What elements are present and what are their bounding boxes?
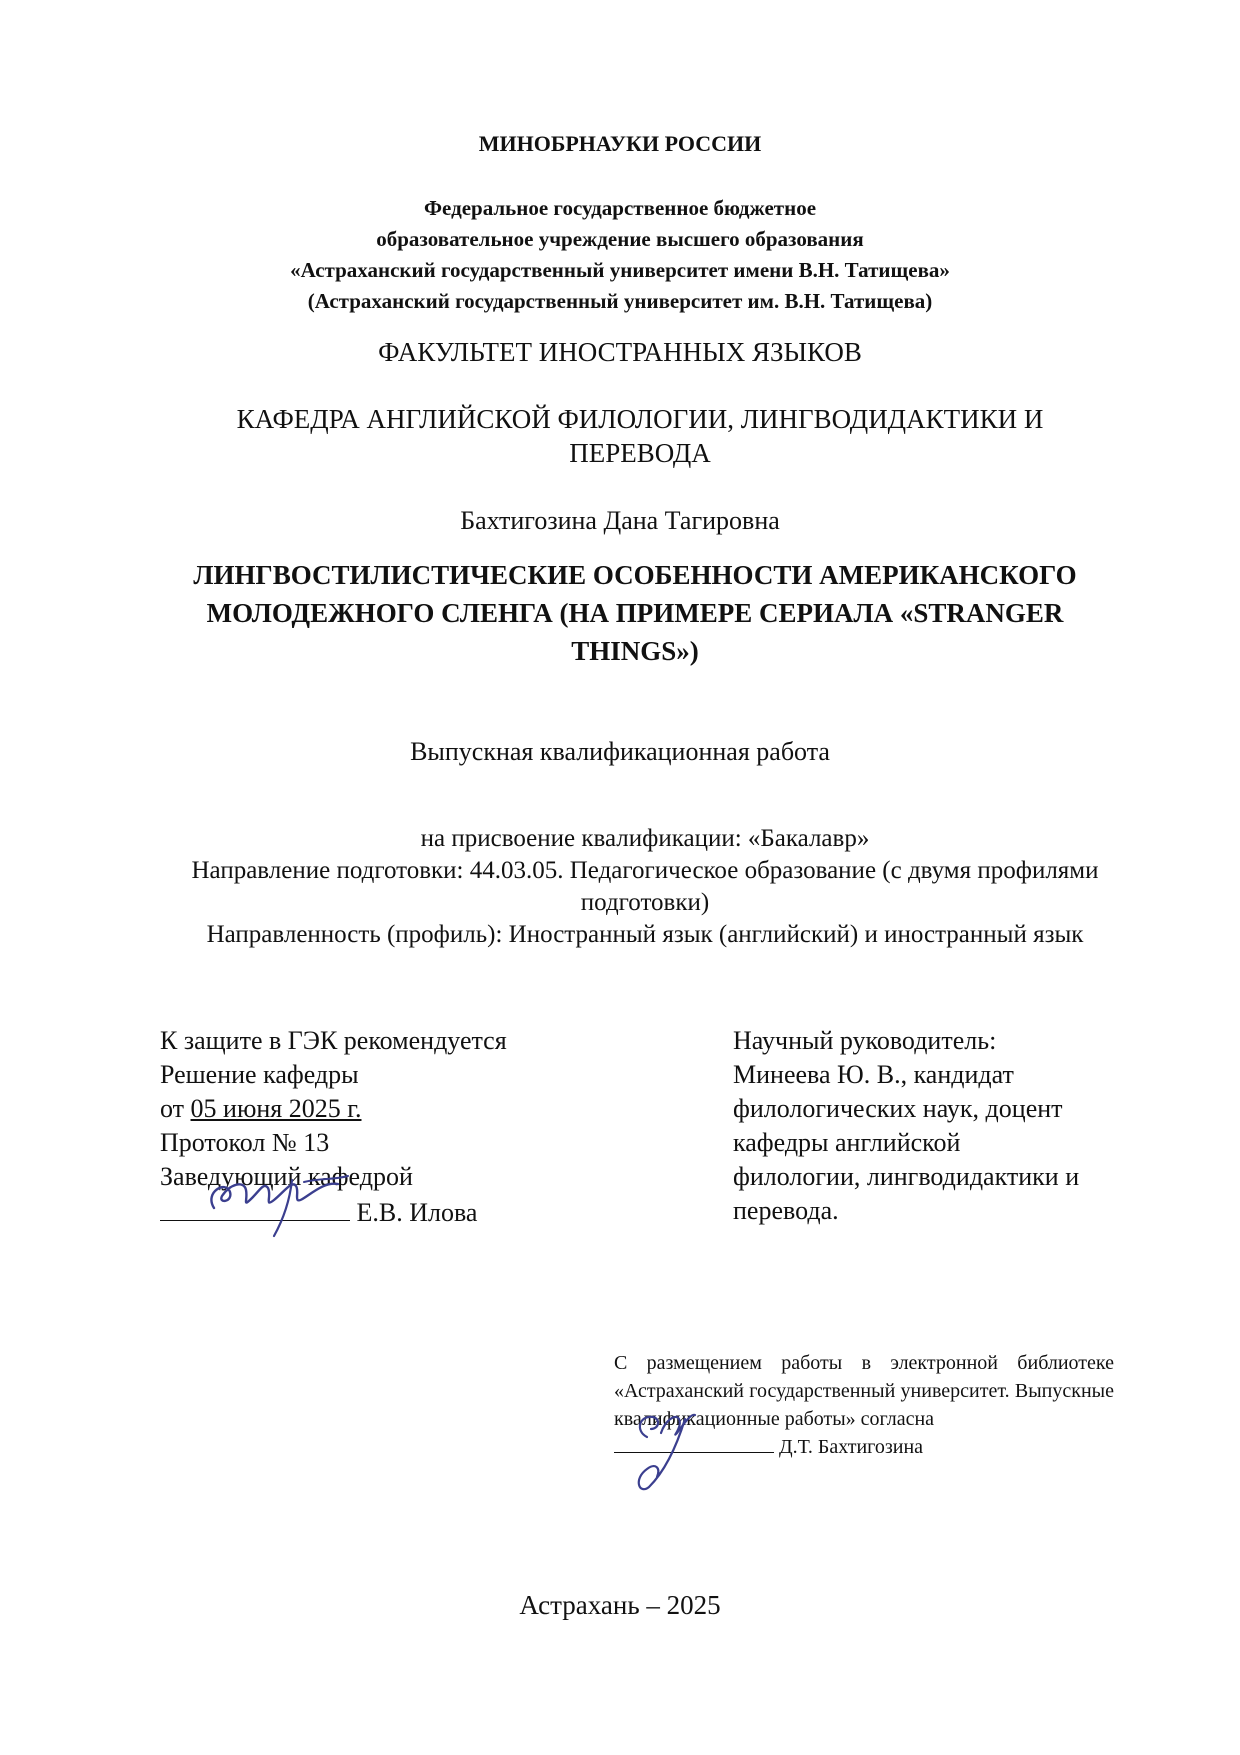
- institution-line: «Астраханский государственный университет имени В.Н. Татищева»: [290, 258, 950, 282]
- work-type: Выпускная квалификационная работа: [410, 737, 830, 766]
- student-signature: [625, 1395, 705, 1495]
- defense-line: К защите в ГЭК рекомендуется: [160, 1026, 507, 1055]
- supervisor-block: [733, 1024, 1153, 1228]
- library-consent-text: С размещением работы в электронной библиотеке «Астраханский государственный университет. Выпускные квалификационные работы» согласна: [614, 1352, 1114, 1430]
- student-signature-name: Д.Т. Бахтигозина: [779, 1436, 924, 1458]
- institution-line: образовательное учреждение высшего образования: [376, 227, 864, 251]
- supervisor-label: Научный руководитель:: [733, 1026, 997, 1055]
- supervisor-line: Минеева Ю. В., кандидат: [733, 1060, 1014, 1089]
- city-year: Астрахань – 2025: [519, 1590, 721, 1620]
- defense-date: 05 июня 2025 г.: [190, 1094, 362, 1123]
- supervisor-line: кафедры английской: [733, 1128, 961, 1157]
- institution-name: [0, 193, 1240, 317]
- qualification-profile: Направленность (профиль): Иностранный язык (английский) и иностранный язык: [206, 921, 1084, 948]
- department-name: КАФЕДРА АНГЛИЙСКОЙ ФИЛОЛОГИИ, ЛИНГВОДИДАКТИКИ И ПЕРЕВОДА: [236, 404, 1044, 468]
- thesis-title: ЛИНГВОСТИЛИСТИЧЕСКИЕ ОСОБЕННОСТИ АМЕРИКАНСКОГО МОЛОДЕЖНОГО СЛЕНГА (НА ПРИМЕРЕ СЕРИАЛА «STRANGER THINGS»): [193, 560, 1077, 666]
- institution-line: Федеральное государственное бюджетное: [423, 196, 817, 220]
- head-of-department-name: Е.В. Илова: [356, 1198, 478, 1227]
- defense-date-prefix: от: [160, 1094, 191, 1123]
- supervisor-line: филологических наук, доцент: [733, 1094, 1063, 1123]
- head-signature: [200, 1168, 370, 1240]
- qualification-direction: Направление подготовки: 44.03.05. Педагогическое образование (с двумя профилями подготовки): [191, 857, 1099, 916]
- institution-line: (Астраханский государственный университет им. В.Н. Татищева): [307, 289, 933, 313]
- qualification-degree: на присвоение квалификации: «Бакалавр»: [420, 825, 870, 852]
- defense-protocol: Протокол № 13: [160, 1128, 330, 1157]
- head-of-department-label: Заведующий кафедрой: [160, 1162, 413, 1191]
- defense-decision: Решение кафедры: [160, 1060, 359, 1089]
- ministry-name: МИНОБРНАУКИ РОССИИ: [478, 131, 762, 156]
- defense-date-row: [160, 1092, 580, 1126]
- supervisor-line: перевода.: [733, 1196, 839, 1225]
- faculty-name: ФАКУЛЬТЕТ ИНОСТРАННЫХ ЯЗЫКОВ: [378, 337, 862, 367]
- qualification-block: [150, 823, 1140, 951]
- supervisor-line: филологии, лингводидактики и: [733, 1162, 1080, 1191]
- author-name: Бахтигозина Дана Тагировна: [460, 506, 780, 535]
